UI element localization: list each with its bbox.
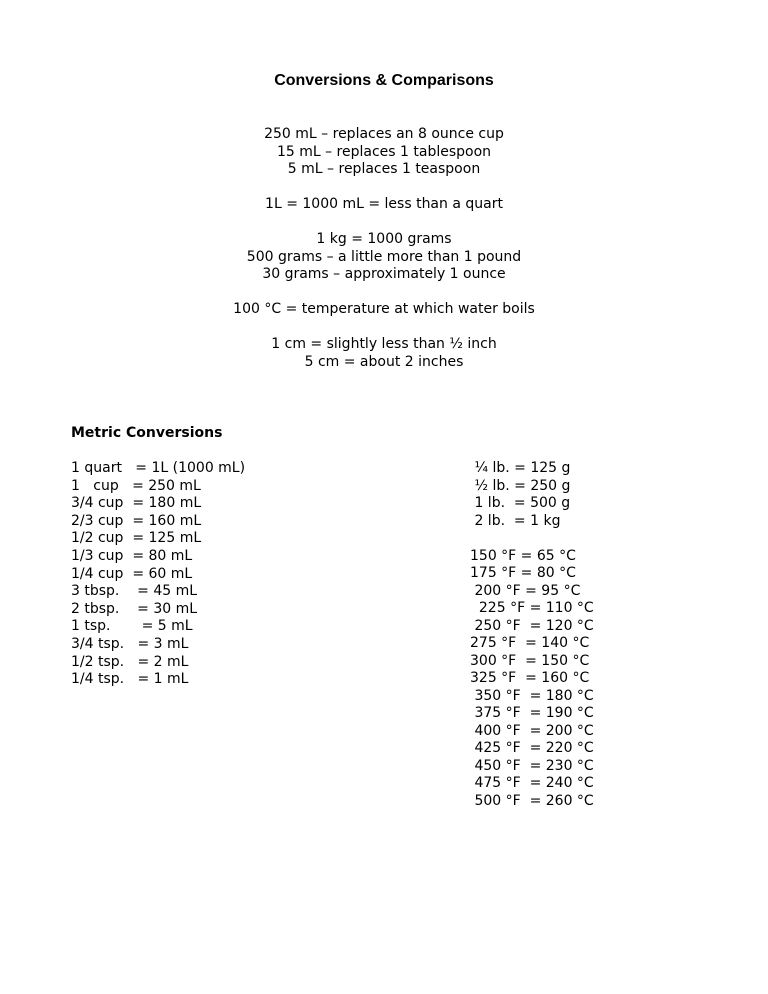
weight-conversion-row: ½ lb. = 250 g	[470, 477, 571, 494]
weight-conversion-row: 1 lb. = 500 g	[470, 495, 571, 511]
volume-conversion-row: 3/4 tsp. = 3 mL	[71, 635, 189, 652]
temperature-conversion-row: 400 °F = 200 °C	[470, 722, 594, 739]
weight-conversion-row: ¼ lb. = 125 g	[470, 460, 571, 476]
blank-line	[0, 214, 768, 232]
volume-conversion-row: 3 tbsp. = 45 mL	[71, 583, 198, 600]
weight-temperature-list	[470, 460, 594, 810]
temperature-conversion-row: 150 °F = 65 °C	[470, 547, 576, 564]
weight-conversion-row: 2 lb. = 1 kg	[470, 512, 561, 529]
comparisons-block	[0, 126, 768, 371]
volume-conversions-list	[71, 460, 245, 689]
comparison-line: 250 mL – replaces an 8 ounce cup	[264, 126, 504, 142]
list-spacer	[470, 530, 594, 548]
temperature-conversion-row: 275 °F = 140 °C	[470, 635, 590, 651]
temperature-conversion-row: 250 °F = 120 °C	[470, 617, 594, 634]
temperature-conversion-row: 175 °F = 80 °C	[470, 565, 576, 581]
comparison-line: 1 cm = slightly less than ½ inch	[271, 336, 497, 352]
comparison-line: 30 grams – approximately 1 ounce	[262, 266, 506, 282]
volume-conversion-row: 1/4 tsp. = 1 mL	[71, 671, 189, 688]
temperature-conversion-row: 350 °F = 180 °C	[470, 687, 594, 704]
volume-conversion-row: 1/2 tsp. = 2 mL	[71, 653, 189, 670]
temperature-conversion-row: 200 °F = 95 °C	[470, 582, 581, 599]
volume-conversion-row: 1 tsp. = 5 mL	[71, 618, 193, 635]
comparison-line: 5 mL – replaces 1 teaspoon	[287, 161, 481, 177]
volume-conversion-row: 1 cup = 250 mL	[71, 477, 201, 494]
blank-line	[0, 179, 768, 197]
comparison-line: 5 cm = about 2 inches	[304, 353, 464, 370]
comparison-line: 1 kg = 1000 grams	[316, 231, 452, 247]
comparison-line: 15 mL – replaces 1 tablespoon	[276, 143, 492, 160]
temperature-conversion-row: 325 °F = 160 °C	[470, 670, 590, 686]
temperature-conversion-row: 300 °F = 150 °C	[470, 652, 590, 669]
volume-conversion-row: 1/3 cup = 80 mL	[71, 547, 193, 564]
comparison-line: 500 grams – a little more than 1 pound	[246, 248, 522, 265]
temperature-conversion-row: 425 °F = 220 °C	[470, 740, 594, 756]
blank-line	[0, 284, 768, 302]
volume-conversion-row: 1 quart = 1L (1000 mL)	[71, 460, 246, 476]
blank-line	[0, 319, 768, 337]
metric-conversions-heading: Metric Conversions	[71, 425, 223, 441]
volume-conversion-row: 1/2 cup = 125 mL	[71, 530, 202, 547]
volume-conversion-row: 3/4 cup = 180 mL	[71, 495, 202, 512]
comparison-line: 100 °C = temperature at which water boils	[233, 301, 535, 317]
temperature-conversion-row: 225 °F = 110 °C	[470, 600, 594, 616]
comparison-line: 1L = 1000 mL = less than a quart	[265, 196, 503, 212]
volume-conversion-row: 1/4 cup = 60 mL	[71, 565, 193, 582]
volume-conversion-row: 2/3 cup = 160 mL	[71, 512, 202, 529]
temperature-conversion-row: 375 °F = 190 °C	[470, 705, 594, 721]
temperature-conversion-row: 475 °F = 240 °C	[470, 775, 594, 791]
temperature-conversion-row: 500 °F = 260 °C	[470, 792, 594, 809]
volume-conversion-row: 2 tbsp. = 30 mL	[71, 600, 198, 617]
temperature-conversion-row: 450 °F = 230 °C	[470, 757, 594, 774]
page-title: Conversions & Comparisons	[274, 72, 494, 89]
